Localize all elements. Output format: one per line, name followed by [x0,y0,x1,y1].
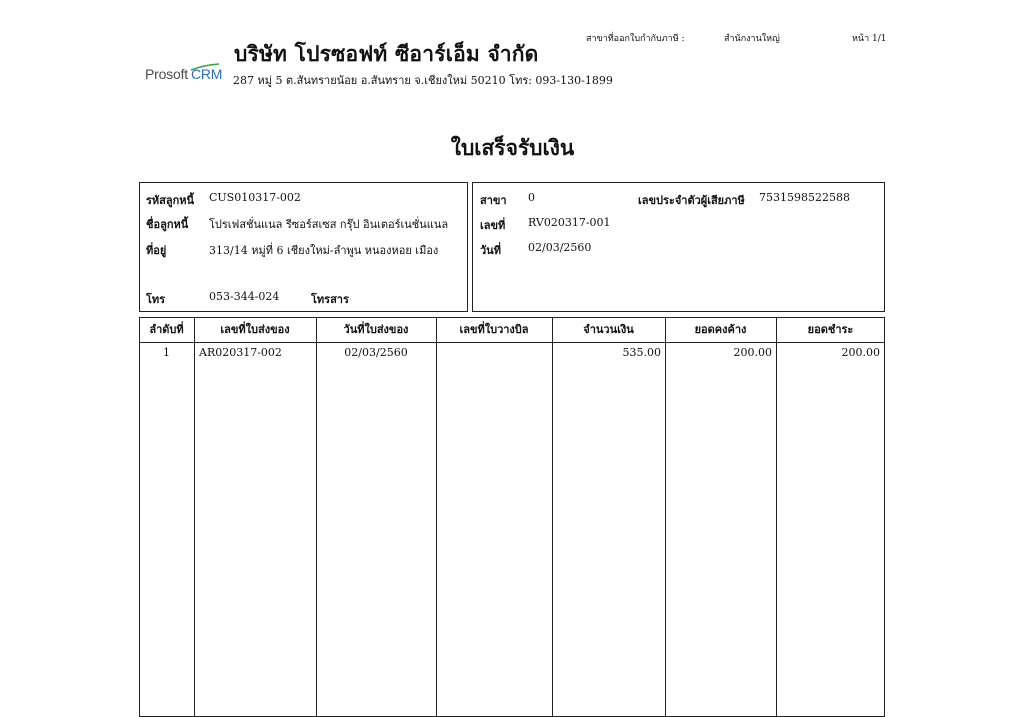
col-header-amount: จำนวนเงิน [583,323,634,336]
company-name: บริษัท โปรซอฟท์ ซีอาร์เอ็ม จำกัด [234,41,539,66]
doc-number: RV020317-001 [528,216,611,229]
tax-id: 7531598522588 [759,191,850,204]
doc-date: 02/03/2560 [528,241,592,254]
company-address: 287 หมู่ 5 ต.สันทรายน้อย อ.สันทราย จ.เชียงใหม่ 50210 โทร: 093-130-1899 [233,74,613,87]
column-divider [316,317,317,717]
customer-phone-label: โทร [146,293,166,306]
column-divider [776,317,777,717]
logo-text-crm: CRM [190,66,223,82]
doc-branch: 0 [528,191,535,204]
logo-text-prosoft: Prosoft [145,66,188,82]
column-divider [552,317,553,717]
doc-date-label: วันที่ [480,244,501,257]
table-header-divider [139,342,885,343]
customer-name-label: ชื่อลูกหนี้ [146,218,189,231]
col-header-seq: ลำดับที่ [149,323,184,336]
column-divider [194,317,195,717]
customer-code-label: รหัสลูกหนี้ [146,194,195,207]
cell-invoice-no: AR020317-002 [199,346,282,359]
col-header-paid: ยอดชำระ [807,323,854,336]
issuing-branch-value: สำนักงานใหญ่ [724,34,780,44]
tax-id-label: เลขประจำตัวผู้เสียภาษี [638,194,745,207]
cell-seq: 1 [163,346,170,359]
column-divider [436,317,437,717]
customer-address: 313/14 หมู่ที่ 6 เชียงใหม่-ลำพูน หนองหอย เมือง [209,244,439,257]
document-title: ใบเสร็จรับเงิน [450,135,575,160]
company-logo [145,66,222,82]
cell-paid: 200.00 [841,346,880,359]
customer-fax-label: โทรสาร [311,293,349,306]
col-header-bill-no: เลขที่ใบวางบิล [459,323,529,336]
doc-number-label: เลขที่ [480,219,506,232]
col-header-invoice-no: เลขที่ใบส่งของ [220,323,290,336]
customer-phone: 053-344-024 [209,290,280,303]
page-number: หน้า 1/1 [852,34,887,44]
issuing-branch-label: สาขาที่ออกใบกำกับภาษี : [586,34,685,44]
customer-code: CUS010317-002 [209,191,301,204]
col-header-invoice-date: วันที่ใบส่งของ [343,323,409,336]
col-header-outstanding: ยอดคงค้าง [694,323,747,336]
customer-address-label: ที่อยู่ [146,244,167,257]
cell-outstanding: 200.00 [733,346,772,359]
column-divider [665,317,666,717]
cell-amount: 535.00 [622,346,661,359]
cell-invoice-date: 02/03/2560 [344,346,408,359]
doc-branch-label: สาขา [480,194,507,207]
items-table [139,317,885,717]
customer-name: โปรเฟสชั่นแนล รีซอร์สเซส กรุ๊ป อินเตอร์เนชั่นแนล [209,218,449,231]
